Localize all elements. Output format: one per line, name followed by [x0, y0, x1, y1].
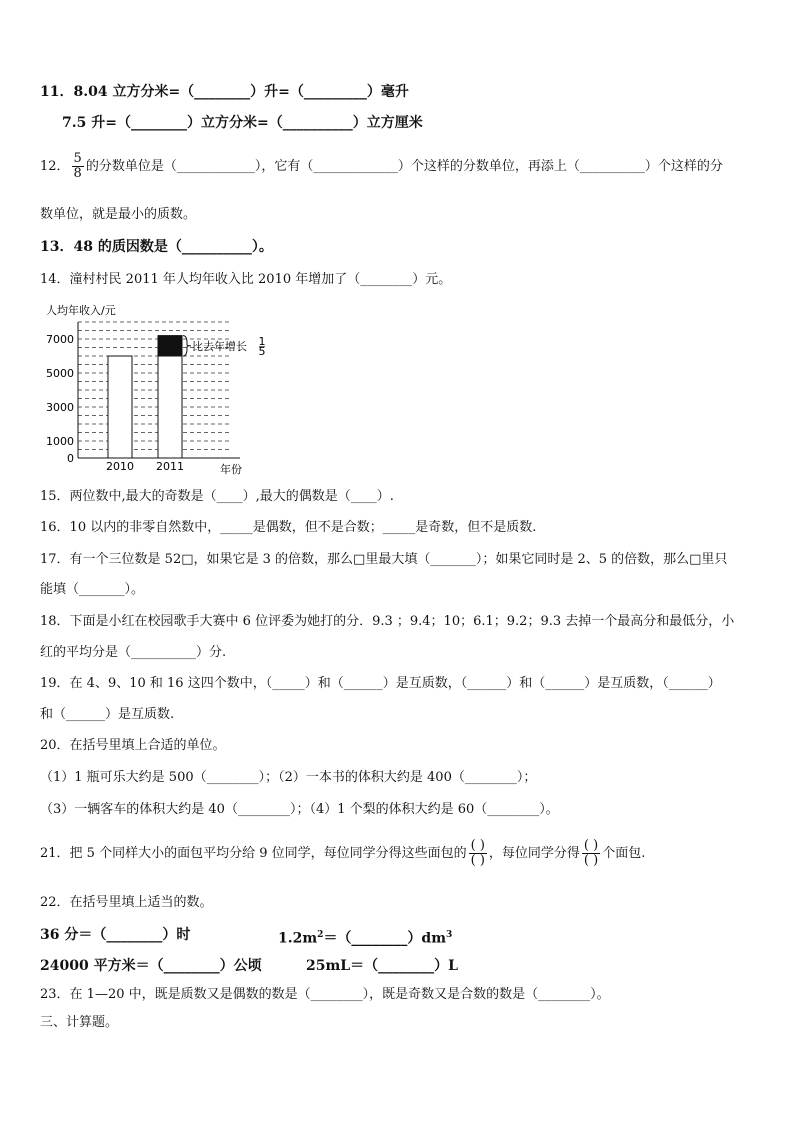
q22-d: 25mL＝（________）L [306, 958, 458, 974]
q22-b-pre: 1.2m [278, 930, 318, 947]
q17-line1: 17．有一个三位数是 52□，如果它是 3 的倍数，那么□里最大填（_______）；如果它同时是 2、5 的倍数，那么□里只 [40, 552, 728, 567]
q21-part2: ，每位同学分得 [488, 846, 580, 861]
q21-part3: 个面包. [602, 846, 646, 861]
annotation-frac-num: 1 [258, 334, 266, 348]
q12-number: 12． [40, 159, 70, 174]
y-tick-label: 0 [67, 452, 74, 465]
q12-frac-num: 5 [73, 151, 82, 166]
q23-line: 23．在 1—20 中，既是质数又是偶数的数是（________），既是奇数又是合数的数是（________）。 [40, 987, 610, 1002]
q12-fraction [72, 152, 84, 181]
q21-frac2-den[interactable]: ( ) [583, 853, 599, 868]
q20-title: 20．在括号里填上合适的单位。 [40, 738, 226, 753]
bar-increase-2011 [158, 336, 182, 356]
q14-line: 14．潼村村民 2011 年人均年收入比 2010 年增加了（________）元。 [40, 272, 452, 287]
chart-xticks [106, 460, 184, 473]
q22-b [278, 925, 452, 949]
y-tick-label: 5000 [46, 367, 74, 380]
q22-title: 22．在括号里填上适当的数。 [40, 895, 213, 910]
q12-line1 [40, 150, 723, 184]
q20-line2: （3）一辆客车的体积大约是 40（________）；（4）1 个梨的体积大约是 60（________）。 [40, 802, 559, 817]
q12-rest: 的分数单位是（____________），它有（_____________）个这样的分数单位，再添上（__________）个这样的分 [85, 159, 723, 174]
q13-line: 13．48 的质因数是（__________）。 [40, 239, 273, 255]
q22-b-mid: ＝（________）dm [323, 930, 447, 947]
q22-b-sup2: 3 [446, 930, 453, 940]
bar-2010 [108, 356, 132, 458]
q21-frac1-den[interactable]: ( ) [470, 853, 485, 868]
q21-line [40, 832, 645, 876]
q16-line: 16．10 以内的非零自然数中，_____是偶数，但不是合数；_____是奇数，但不是质数. [40, 520, 537, 535]
x-tick-label: 2011 [156, 460, 184, 473]
q22-b-sup: 2 [317, 930, 324, 940]
x-tick-label: 2010 [106, 460, 134, 473]
q17-line2: 能填（_______）。 [40, 582, 145, 597]
q21-fraction-1 [469, 839, 487, 868]
bar-2011 [158, 356, 182, 458]
y-tick-label: 7000 [46, 333, 74, 346]
q11-line2: 7.5 升=（________）立方分米=（__________）立方厘米 [62, 115, 423, 131]
q18-line2: 红的平均分是（__________）分. [40, 645, 227, 660]
q15-line: 15．两位数中,最大的奇数是（____）,最大的偶数是（____）. [40, 489, 394, 504]
chart-yticks [46, 333, 74, 465]
q21-frac2-num[interactable]: ( ) [583, 838, 599, 853]
q21-fraction-2 [582, 839, 600, 868]
section-3-title: 三、计算题。 [40, 1015, 119, 1030]
income-chart [40, 298, 290, 478]
q21-frac1-num[interactable]: ( ) [470, 838, 485, 853]
chart-bars [108, 336, 182, 458]
q12-line2: 数单位，就是最小的质数。 [40, 207, 197, 222]
y-tick-label: 1000 [46, 435, 74, 448]
y-tick-label: 3000 [46, 401, 74, 414]
q19-line2: 和（______）是互质数. [40, 707, 175, 722]
chart-annotation [183, 335, 266, 358]
q18-line1: 18．下面是小红在校园歌手大赛中 6 位评委为她打的分．9.3 ；9.4；10；6.1；9.2；9.3 去掉一个最高分和最低分，小 [40, 614, 735, 629]
q11-line1: 11．8.04 立方分米=（________）升=（_________）毫升 [40, 84, 409, 100]
q19-line1: 19．在 4、9、10 和 16 这四个数中，（_____）和（______）是互质数，（______）和（______）是互质数，（______） [40, 676, 721, 691]
chart-ylabel: 人均年收入/元 [46, 304, 116, 317]
q21-part1: 21．把 5 个同样大小的面包平均分给 9 位同学，每位同学分得这些面包的 [40, 846, 467, 861]
q12-frac-den: 8 [73, 166, 82, 181]
q22-a: 36 分＝（________）时 [40, 927, 191, 943]
q20-line1: （1）1 瓶可乐大约是 500（________）；（2）一本书的体积大约是 400（________）； [40, 770, 537, 785]
annotation-text: 比去年增长 [192, 339, 247, 353]
q22-c: 24000 平方米＝（________）公顷 [40, 958, 262, 974]
chart-xlabel: 年份 [220, 463, 242, 476]
annotation-frac-den: 5 [258, 344, 266, 358]
